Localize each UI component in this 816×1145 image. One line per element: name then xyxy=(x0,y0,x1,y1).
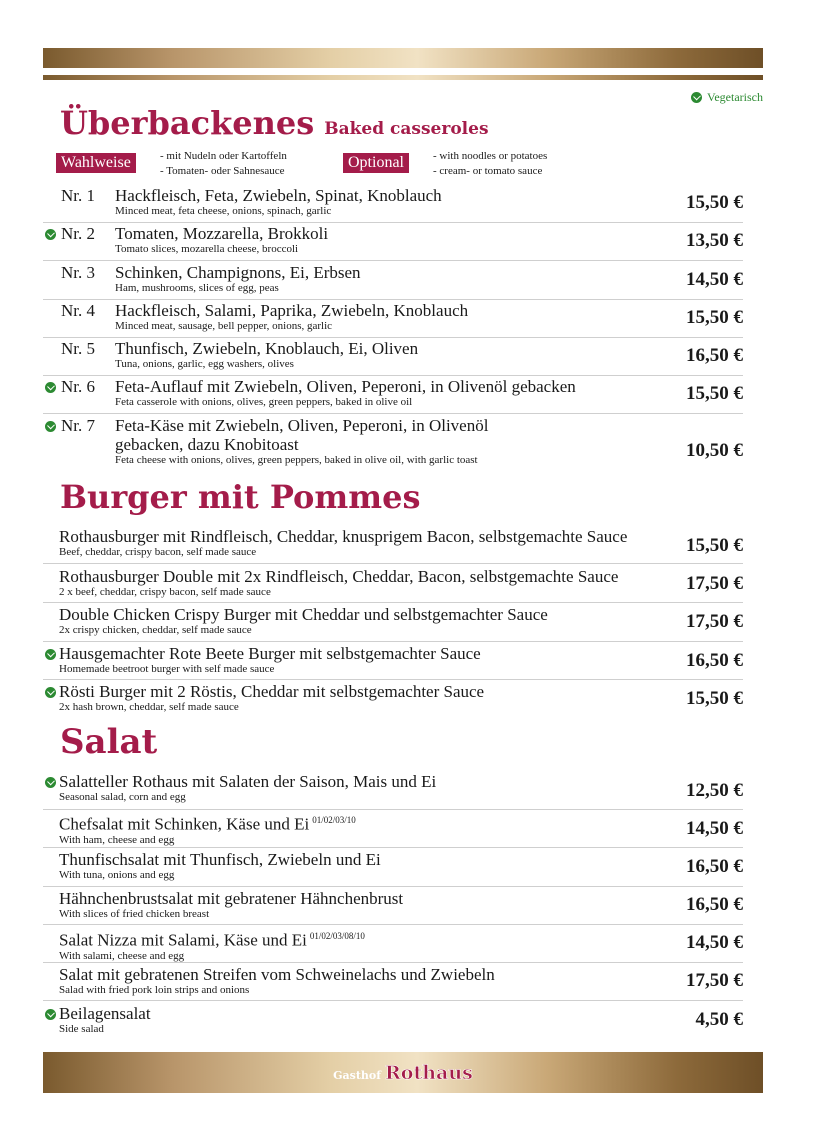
item-translation: Salad with fried pork loin strips and onions xyxy=(59,984,250,996)
menu-item xyxy=(43,263,743,300)
item-translation: Tomato slices, mozarella cheese, broccoli xyxy=(115,243,299,255)
item-price: 15,50 € xyxy=(686,307,743,328)
menu-item xyxy=(43,965,743,1001)
item-price: 16,50 € xyxy=(686,345,743,366)
item-name: Feta-Käse mit Zwiebeln, Oliven, Peperoni, in Olivenöl xyxy=(115,416,489,435)
menu-item xyxy=(43,377,743,414)
item-name: Salat mit gebratenen Streifen vom Schweinelachs und Zwiebeln xyxy=(59,965,495,984)
footer-bar xyxy=(43,1052,763,1093)
vegetarian-icon xyxy=(45,1009,56,1020)
item-price: 15,50 € xyxy=(686,535,743,556)
menu-item xyxy=(43,644,743,680)
top-decor-line xyxy=(43,75,763,80)
item-name: Salat Nizza mit Salami, Käse und Ei xyxy=(59,930,307,950)
menu-item xyxy=(43,889,743,925)
item-name: Rösti Burger mit 2 Röstis, Cheddar mit selbstgemachter Sauce xyxy=(59,682,485,701)
item-translation: 2x crispy chicken, cheddar, self made sauce xyxy=(59,624,252,636)
item-price: 10,50 € xyxy=(686,440,743,461)
item-translation: Beef, cheddar, crispy bacon, self made sauce xyxy=(59,546,257,558)
menu-item xyxy=(43,416,743,472)
menu-item xyxy=(43,567,743,603)
item-translation: With salami, cheese and egg xyxy=(59,949,185,962)
item-name: Rothausburger Double mit 2x Rindfleisch, Cheddar, Bacon, selbstgemachte Sauce xyxy=(59,567,619,586)
item-translation: Feta cheese with onions, olives, green peppers, baked in olive oil, with garlic toast xyxy=(115,454,478,466)
item-price: 14,50 € xyxy=(686,932,743,953)
item-name: Hähnchenbrustsalat mit gebratener Hähnchenbrust xyxy=(59,889,404,908)
allergen-codes: 01/02/03/10 xyxy=(312,815,356,825)
optional-label-box: Optional xyxy=(343,153,409,173)
menu-item xyxy=(43,772,743,810)
vegetarian-icon xyxy=(45,382,56,393)
vegetarian-icon xyxy=(45,649,56,660)
top-decor-bar xyxy=(43,48,763,68)
item-translation: 2 x beef, cheddar, crispy bacon, self made sauce xyxy=(59,586,271,598)
item-name: Feta-Auflauf mit Zwiebeln, Oliven, Peperoni, in Olivenöl gebacken xyxy=(115,377,576,396)
menu-item xyxy=(43,301,743,338)
item-number: Nr. 1 xyxy=(61,186,95,205)
item-name: Hackfleisch, Salami, Paprika, Zwiebeln, Knoblauch xyxy=(115,301,469,320)
item-translation: Seasonal salad, corn and egg xyxy=(59,791,186,803)
item-translation: Side salad xyxy=(59,1023,104,1035)
vegetarian-legend-label: Vegetarisch xyxy=(707,90,763,104)
item-price: 14,50 € xyxy=(686,269,743,290)
item-price: 14,50 € xyxy=(686,818,743,839)
menu-item xyxy=(43,527,743,564)
brand-name: Rothaus xyxy=(385,1061,473,1084)
choice-options xyxy=(160,149,287,179)
item-name: Double Chicken Crispy Burger mit Cheddar und selbstgemachter Sauce xyxy=(59,605,548,624)
optional-options xyxy=(433,149,547,179)
vegetarian-icon xyxy=(45,777,56,788)
item-translation: 2x hash brown, cheddar, self made sauce xyxy=(59,701,239,713)
vegetarian-icon xyxy=(45,421,56,432)
vegetarian-legend xyxy=(691,90,763,105)
item-translation: With ham, cheese and egg xyxy=(59,833,175,846)
vegetarian-icon xyxy=(691,92,702,103)
item-translation: Feta casserole with onions, olives, green peppers, baked in olive oil xyxy=(115,396,413,408)
item-price: 16,50 € xyxy=(686,650,743,671)
menu-item xyxy=(43,850,743,887)
optional-line-1: - with noodles or potatoes xyxy=(433,150,548,162)
item-name: Thunfischsalat mit Thunfisch, Zwiebeln und Ei xyxy=(59,850,381,869)
item-translation: Tuna, onions, garlic, egg washers, olives xyxy=(115,358,294,370)
choice-line-1: - mit Nudeln oder Kartoffeln xyxy=(160,150,287,162)
item-number: Nr. 2 xyxy=(61,224,95,243)
menu-item xyxy=(43,224,743,261)
item-name: Thunfisch, Zwiebeln, Knoblauch, Ei, Oliven xyxy=(115,339,419,358)
item-name: Beilagensalat xyxy=(59,1004,151,1023)
item-price: 16,50 € xyxy=(686,856,743,877)
item-translation: Minced meat, feta cheese, onions, spinach, garlic xyxy=(115,205,332,217)
brand-logo xyxy=(333,1062,473,1084)
menu-item xyxy=(43,186,743,223)
item-price: 17,50 € xyxy=(686,611,743,632)
item-translation: Homemade beetroot burger with self made sauce xyxy=(59,663,275,675)
casseroles-subtitle: Baked casseroles xyxy=(324,119,489,139)
item-price: 12,50 € xyxy=(686,780,743,801)
item-translation: With slices of fried chicken breast xyxy=(59,908,210,920)
item-name: Tomaten, Mozzarella, Brokkoli xyxy=(115,224,329,243)
allergen-codes: 01/02/03/08/10 xyxy=(309,931,365,941)
item-name-line xyxy=(59,811,356,834)
item-name: Rothausburger mit Rindfleisch, Cheddar, knusprigem Bacon, selbstgemachte Sauce xyxy=(59,527,628,546)
item-price: 17,50 € xyxy=(686,970,743,991)
item-name: Chefsalat mit Schinken, Käse und Ei xyxy=(59,814,310,834)
item-price: 4,50 € xyxy=(695,1009,743,1030)
item-number: Nr. 5 xyxy=(61,339,95,358)
item-price: 15,50 € xyxy=(686,383,743,404)
item-number: Nr. 3 xyxy=(61,263,95,282)
vegetarian-icon xyxy=(45,687,56,698)
menu-item xyxy=(43,605,743,642)
item-price: 15,50 € xyxy=(686,688,743,709)
menu-item xyxy=(43,927,743,963)
item-name: Hackfleisch, Feta, Zwiebeln, Spinat, Knoblauch xyxy=(115,186,442,205)
section-title-casseroles xyxy=(60,104,489,142)
item-price: 16,50 € xyxy=(686,894,743,915)
item-number: Nr. 7 xyxy=(61,416,95,435)
item-price: 13,50 € xyxy=(686,230,743,251)
item-translation: Minced meat, sausage, bell pepper, onions, garlic xyxy=(115,320,333,332)
casseroles-title: Überbackenes xyxy=(60,104,315,142)
brand-small: Gasthof xyxy=(333,1068,381,1082)
item-name: Hausgemachter Rote Beete Burger mit selbstgemachter Sauce xyxy=(59,644,481,663)
item-name-continued: gebacken, dazu Knobitoast xyxy=(115,435,299,454)
section-title-salad: Salat xyxy=(60,722,158,762)
item-name-line xyxy=(59,927,365,950)
item-price: 15,50 € xyxy=(686,192,743,213)
item-number: Nr. 4 xyxy=(61,301,95,320)
menu-item xyxy=(43,339,743,376)
menu-item xyxy=(43,1004,743,1040)
menu-item xyxy=(43,811,743,848)
section-title-burger: Burger mit Pommes xyxy=(60,478,421,516)
choice-label-box: Wahlweise xyxy=(56,153,136,173)
item-translation: Ham, mushrooms, slices of egg, peas xyxy=(115,282,279,294)
vegetarian-icon xyxy=(45,229,56,240)
item-name: Schinken, Champignons, Ei, Erbsen xyxy=(115,263,361,282)
item-number: Nr. 6 xyxy=(61,377,95,396)
item-price: 17,50 € xyxy=(686,573,743,594)
menu-item xyxy=(43,682,743,718)
item-translation: With tuna, onions and egg xyxy=(59,869,175,881)
item-name: Salatteller Rothaus mit Salaten der Saison, Mais und Ei xyxy=(59,772,437,791)
choice-line-2: - Tomaten- oder Sahnesauce xyxy=(160,165,285,177)
optional-line-2: - cream- or tomato sauce xyxy=(433,165,543,177)
